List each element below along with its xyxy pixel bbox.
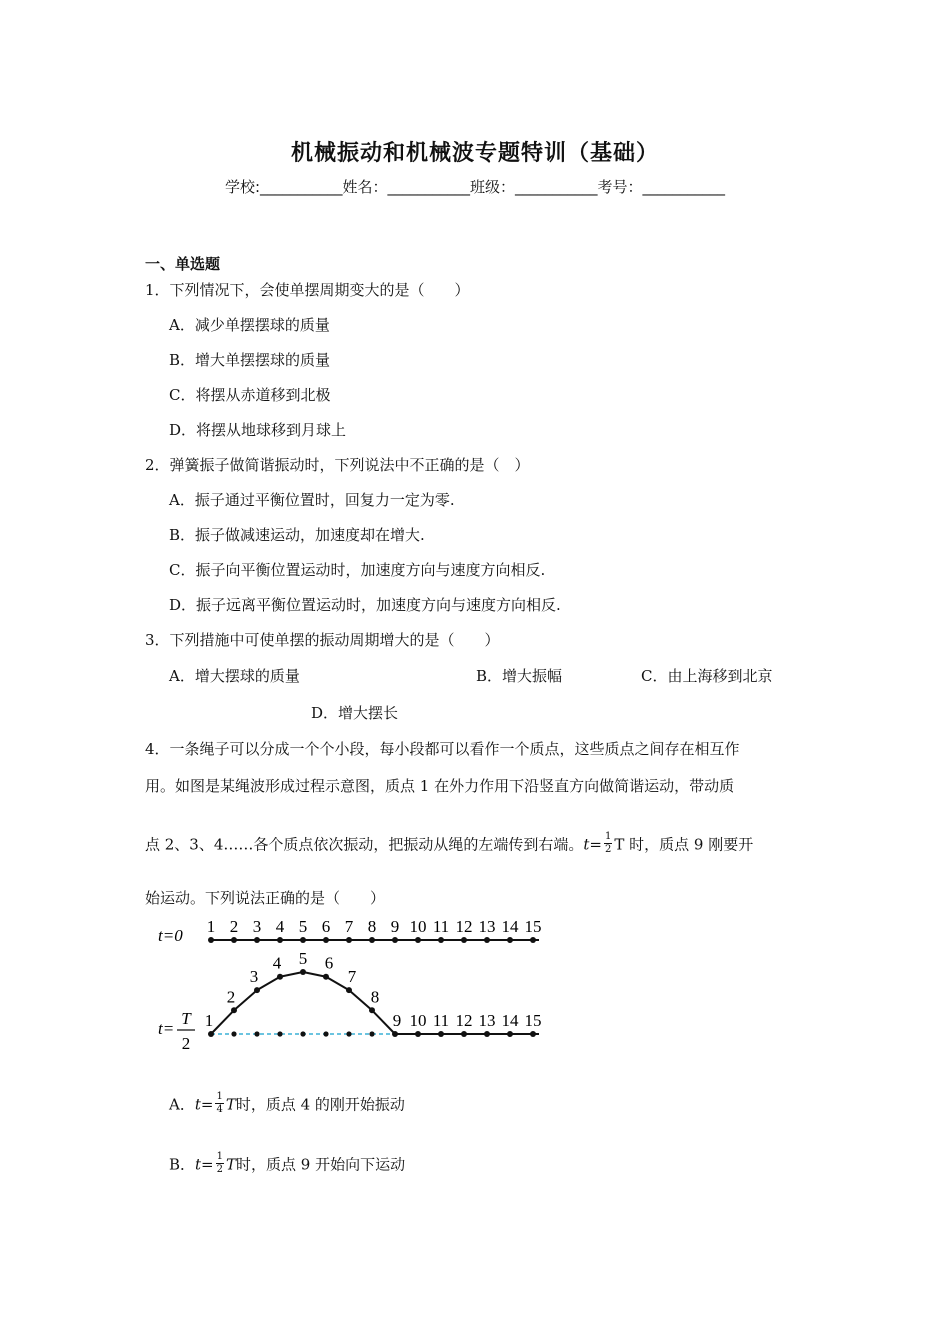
row-1-point-label-1: 1 — [206, 917, 216, 936]
row-2-point-5 — [300, 969, 306, 975]
row-2-point-7 — [346, 987, 352, 993]
time-variable: t= — [583, 835, 603, 854]
option-a-text: 时，质点 4 的刚开始振动 — [235, 1095, 405, 1114]
row-1-label-text: t=0 — [158, 926, 183, 945]
row-2-point-label-12: 12 — [455, 1011, 473, 1030]
row-2-point-label-8: 8 — [370, 987, 380, 1007]
option-a-fraction — [215, 1091, 223, 1116]
row-2-point-label-11: 11 — [432, 1011, 450, 1030]
option-a-denominator: 4 — [216, 1104, 223, 1115]
row-1-point-label-2: 2 — [229, 917, 239, 936]
stem-line-3-tail: T 时，质点 9 刚要开 — [614, 835, 754, 854]
equilibrium-marker — [300, 1031, 305, 1036]
option-a-label: A． — [169, 1095, 195, 1114]
row-2-label-den: 2 — [181, 1034, 191, 1053]
question-2-option-c: C．振子向平衡位置运动时，加速度方向与速度方向相反. — [169, 561, 546, 579]
row-2-point-label-9: 9 — [392, 1011, 402, 1030]
row-1-point-label-9: 9 — [390, 917, 400, 936]
question-3-stem: 3．下列措施中可使单摆的振动周期增大的是（ ） — [145, 631, 500, 649]
question-1-option-b: B．增大单摆摆球的质量 — [169, 351, 331, 369]
row-2-point-4 — [277, 974, 283, 980]
row-1-point-label-10: 10 — [409, 917, 427, 936]
row-2-point-label-6: 6 — [324, 953, 334, 973]
row-2-label — [158, 1009, 195, 1053]
question-3-option-b: B．增大振幅 — [476, 667, 563, 685]
row-1-point-11 — [438, 937, 444, 943]
question-1-option-a: A．减少单摆摆球的质量 — [169, 316, 330, 334]
row-2-point-10 — [415, 1031, 421, 1037]
row-1-point-label-3: 3 — [252, 917, 262, 936]
row-1-point-label-7: 7 — [344, 917, 354, 936]
question-4-stem-line-2: 用。如图是某绳波形成过程示意图，质点 1 在外力作用下沿竖直方向做简谐运动，带动质 — [145, 777, 735, 795]
section-title: 一、单选题 — [145, 255, 221, 273]
stem-line-3-text: 点 2、3、4……各个质点依次振动，把振动从绳的左端传到右端。 — [145, 835, 584, 854]
row-2-point-13 — [484, 1031, 490, 1037]
student-info-line: 学校:___________姓名：___________班级：___________考号：___________ — [224, 178, 726, 196]
rope-wave-figure — [150, 908, 560, 1058]
question-4-stem-line-4: 始运动。下列说法正确的是（ ） — [145, 889, 386, 907]
row-1-point-12 — [461, 937, 467, 943]
row-1-point-3 — [254, 937, 260, 943]
row-1-point-13 — [484, 937, 490, 943]
fraction-one-half — [604, 831, 612, 856]
row-1-point-8 — [369, 937, 375, 943]
row-2-point-14 — [507, 1031, 513, 1037]
row-1-point-14 — [507, 937, 513, 943]
row-1-point-10 — [415, 937, 421, 943]
row-2-point-3 — [254, 987, 260, 993]
question-2-option-a: A．振子通过平衡位置时，回复力一定为零. — [169, 491, 455, 509]
option-b-label: B． — [169, 1155, 196, 1174]
equilibrium-marker — [231, 1031, 236, 1036]
row-1-point-7 — [346, 937, 352, 943]
row-1-rope — [207, 917, 542, 943]
row-2-point-1 — [208, 1031, 214, 1037]
option-b-period: T — [226, 1155, 237, 1174]
row-2-point-label-4: 4 — [272, 953, 282, 973]
question-3-option-a: A．增大摆球的质量 — [169, 667, 300, 685]
row-1-point-label-5: 5 — [298, 917, 308, 936]
option-a-t: t= — [194, 1095, 214, 1114]
option-a-period: T — [225, 1095, 236, 1114]
row-2-point-label-15: 15 — [524, 1011, 542, 1030]
row-1-point-label-8: 8 — [367, 917, 377, 936]
row-1-point-9 — [392, 937, 398, 943]
row-2-rope — [205, 949, 542, 1037]
question-1-stem: 1．下列情况下，会使单摆周期变大的是（ ） — [145, 281, 470, 299]
row-2-point-9 — [392, 1031, 398, 1037]
row-2-label-t: t= — [158, 1019, 175, 1038]
row-2-point-6 — [323, 974, 329, 980]
option-b-t: t= — [195, 1155, 214, 1174]
option-b-fraction — [216, 1151, 224, 1176]
equilibrium-marker — [369, 1031, 374, 1036]
question-3-option-c: C．由上海移到北京 — [641, 667, 773, 685]
row-1-point-label-14: 14 — [501, 917, 519, 936]
question-3-option-d: D．增大摆长 — [311, 704, 399, 722]
option-b-denominator: 2 — [216, 1164, 224, 1175]
row-2-point-label-13: 13 — [478, 1011, 496, 1030]
option-a-numerator: 1 — [216, 1091, 223, 1102]
question-2-stem: 2．弹簧振子做简谐振动时，下列说法中不正确的是（ ） — [145, 456, 530, 474]
row-2-point-8 — [369, 1007, 375, 1013]
row-1-label — [158, 926, 183, 945]
row-2-point-label-3: 3 — [249, 967, 259, 987]
row-2-point-label-2: 2 — [226, 987, 236, 1007]
question-1-option-c: C．将摆从赤道移到北极 — [169, 386, 331, 404]
row-2-point-label-14: 14 — [501, 1011, 519, 1030]
row-1-point-label-6: 6 — [321, 917, 331, 936]
question-4-option-b — [169, 1153, 405, 1178]
question-4-stem-line-3 — [145, 833, 753, 858]
row-1-point-6 — [323, 937, 329, 943]
fraction-denominator: 2 — [605, 844, 612, 855]
fraction-numerator: 1 — [605, 831, 612, 842]
row-1-point-label-11: 11 — [432, 917, 450, 936]
equilibrium-marker — [346, 1031, 351, 1036]
page-title: 机械振动和机械波专题特训（基础） — [290, 140, 659, 166]
row-1-point-label-12: 12 — [455, 917, 473, 936]
row-2-point-label-10: 10 — [409, 1011, 427, 1030]
row-1-point-4 — [277, 937, 283, 943]
row-1-point-1 — [208, 937, 214, 943]
row-1-point-label-4: 4 — [275, 917, 285, 936]
row-1-point-label-15: 15 — [524, 917, 542, 936]
equilibrium-marker — [254, 1031, 259, 1036]
question-2-option-b: B．振子做减速运动，加速度却在增大. — [169, 526, 425, 544]
question-2-option-d: D．振子远离平衡位置运动时，加速度方向与速度方向相反. — [169, 596, 561, 614]
row-2-point-label-1: 1 — [204, 1011, 214, 1030]
row-1-point-15 — [530, 937, 536, 943]
row-1-point-2 — [231, 937, 237, 943]
row-2-point-label-7: 7 — [347, 967, 357, 987]
row-2-point-11 — [438, 1031, 444, 1037]
equilibrium-marker — [277, 1031, 282, 1036]
question-4-option-a — [169, 1093, 405, 1118]
row-2-point-12 — [461, 1031, 467, 1037]
option-b-numerator: 1 — [216, 1151, 224, 1162]
row-1-point-label-13: 13 — [478, 917, 496, 936]
row-2-point-2 — [231, 1007, 237, 1013]
row-2-label-num: T — [181, 1009, 191, 1028]
row-2-point-label-5: 5 — [298, 949, 308, 968]
row-2-point-15 — [530, 1031, 536, 1037]
option-b-text: 时，质点 9 开始向下运动 — [236, 1155, 406, 1174]
row-1-point-5 — [300, 937, 306, 943]
equilibrium-marker — [323, 1031, 328, 1036]
question-4-stem-line-1: 4．一条绳子可以分成一个个小段，每小段都可以看作一个质点，这些质点之间存在相互作 — [145, 740, 740, 758]
question-1-option-d: D．将摆从地球移到月球上 — [169, 421, 347, 439]
